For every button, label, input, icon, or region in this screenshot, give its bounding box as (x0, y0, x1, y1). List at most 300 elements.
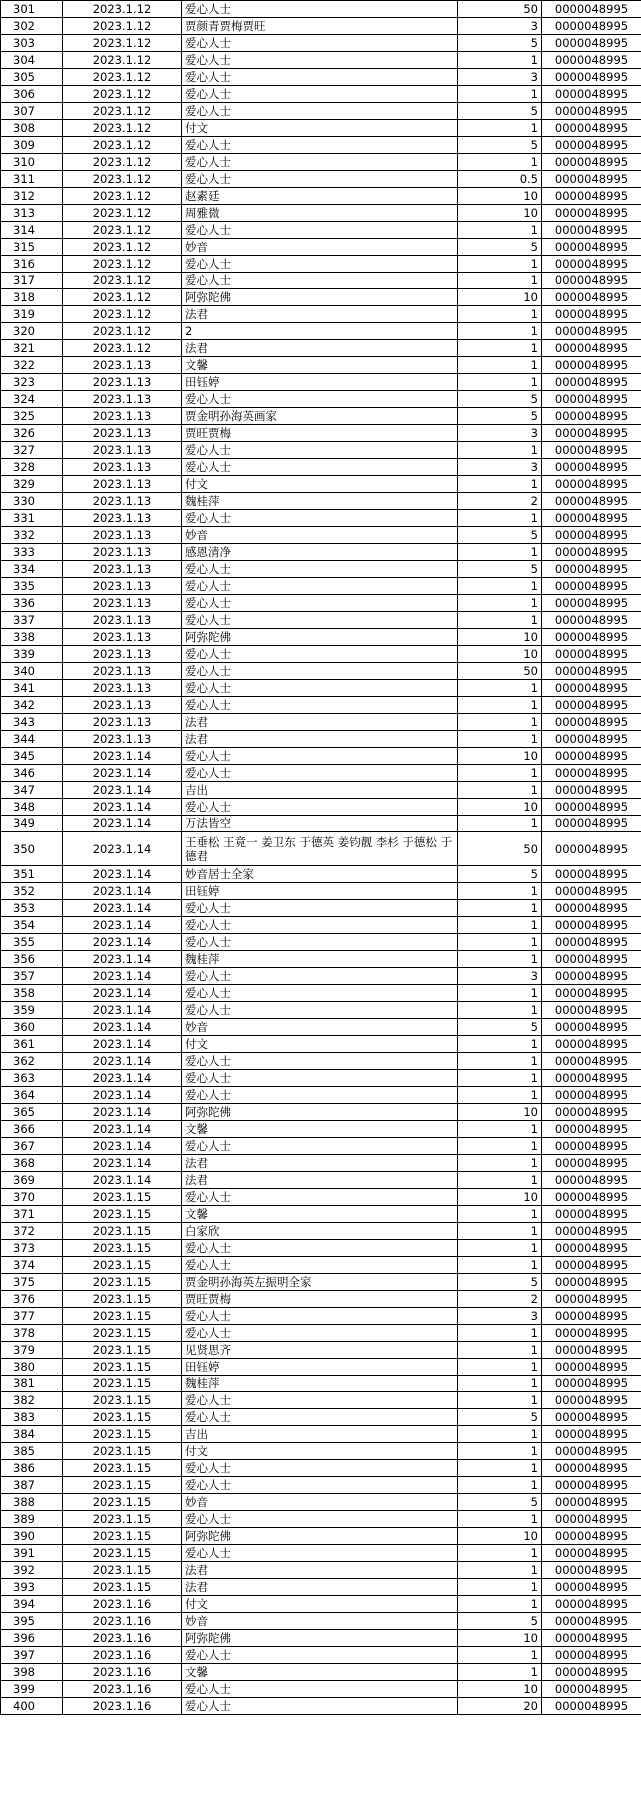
donor-name-cell: 爱心人士 (182, 1680, 458, 1697)
table-row (1, 1341, 641, 1358)
row-number-cell: 347 (1, 781, 63, 798)
table-row (1, 204, 641, 221)
row-number-cell: 393 (1, 1579, 63, 1596)
date-cell: 2023.1.14 (63, 1053, 182, 1070)
date-cell: 2023.1.13 (63, 544, 182, 561)
table-row (1, 696, 641, 713)
row-number-cell: 389 (1, 1511, 63, 1528)
date-cell: 2023.1.16 (63, 1697, 182, 1714)
donor-name-cell: 魏桂萍 (182, 951, 458, 968)
account-code-cell: 0000048995 (542, 985, 641, 1002)
account-code-cell: 0000048995 (542, 527, 641, 544)
row-number-cell: 318 (1, 289, 63, 306)
account-code-cell: 0000048995 (542, 747, 641, 764)
row-number-cell: 310 (1, 153, 63, 170)
account-code-cell: 0000048995 (542, 577, 641, 594)
table-row (1, 119, 641, 136)
donor-name-cell: 妙音 (182, 238, 458, 255)
row-number-cell: 305 (1, 68, 63, 85)
table-row (1, 1460, 641, 1477)
row-number-cell: 395 (1, 1613, 63, 1630)
table-row (1, 51, 641, 68)
date-cell: 2023.1.13 (63, 476, 182, 493)
table-row (1, 1019, 641, 1036)
amount-cell: 10 (458, 1528, 542, 1545)
account-code-cell: 0000048995 (542, 340, 641, 357)
account-code-cell: 0000048995 (542, 1239, 641, 1256)
donor-name-cell: 妙音 (182, 1613, 458, 1630)
account-code-cell: 0000048995 (542, 781, 641, 798)
row-number-cell: 365 (1, 1104, 63, 1121)
row-number-cell: 384 (1, 1426, 63, 1443)
donor-name-cell: 付文 (182, 1036, 458, 1053)
amount-cell: 5 (458, 1019, 542, 1036)
account-code-cell: 0000048995 (542, 1002, 641, 1019)
date-cell: 2023.1.14 (63, 934, 182, 951)
account-code-cell: 0000048995 (542, 187, 641, 204)
date-cell: 2023.1.12 (63, 102, 182, 119)
account-code-cell: 0000048995 (542, 611, 641, 628)
date-cell: 2023.1.16 (63, 1647, 182, 1664)
amount-cell: 1 (458, 544, 542, 561)
donor-name-cell: 爱心人士 (182, 1477, 458, 1494)
donor-name-cell: 爱心人士 (182, 510, 458, 527)
donor-name-cell: 贾颜青贾梅贾旺 (182, 17, 458, 34)
amount-cell: 1 (458, 255, 542, 272)
row-number-cell: 339 (1, 645, 63, 662)
amount-cell: 20 (458, 1697, 542, 1714)
date-cell: 2023.1.15 (63, 1528, 182, 1545)
donor-name-cell: 爱心人士 (182, 611, 458, 628)
row-number-cell: 319 (1, 306, 63, 323)
date-cell: 2023.1.12 (63, 119, 182, 136)
donor-name-cell: 爱心人士 (182, 662, 458, 679)
table-row (1, 1375, 641, 1392)
account-code-cell: 0000048995 (542, 1630, 641, 1647)
date-cell: 2023.1.12 (63, 68, 182, 85)
table-row (1, 1562, 641, 1579)
date-cell: 2023.1.13 (63, 408, 182, 425)
row-number-cell: 343 (1, 713, 63, 730)
account-code-cell: 0000048995 (542, 798, 641, 815)
account-code-cell: 0000048995 (542, 968, 641, 985)
date-cell: 2023.1.12 (63, 170, 182, 187)
amount-cell: 1 (458, 1477, 542, 1494)
table-row (1, 815, 641, 832)
amount-cell: 10 (458, 1630, 542, 1647)
donor-name-cell: 爱心人士 (182, 68, 458, 85)
donor-name-cell: 阿弥陀佛 (182, 1528, 458, 1545)
account-code-cell: 0000048995 (542, 628, 641, 645)
account-code-cell: 0000048995 (542, 17, 641, 34)
amount-cell: 1 (458, 730, 542, 747)
donor-name-cell: 爱心人士 (182, 1002, 458, 1019)
row-number-cell: 353 (1, 900, 63, 917)
donor-name-cell: 2 (182, 323, 458, 340)
account-code-cell: 0000048995 (542, 34, 641, 51)
donor-name-cell: 万法皆空 (182, 815, 458, 832)
donor-name-cell: 付文 (182, 476, 458, 493)
date-cell: 2023.1.12 (63, 289, 182, 306)
account-code-cell: 0000048995 (542, 323, 641, 340)
account-code-cell: 0000048995 (542, 1443, 641, 1460)
donor-name-cell: 爱心人士 (182, 391, 458, 408)
date-cell: 2023.1.15 (63, 1494, 182, 1511)
table-row (1, 1630, 641, 1647)
account-code-cell: 0000048995 (542, 476, 641, 493)
account-code-cell: 0000048995 (542, 764, 641, 781)
account-code-cell: 0000048995 (542, 1663, 641, 1680)
table-row (1, 323, 641, 340)
amount-cell: 1 (458, 1562, 542, 1579)
date-cell: 2023.1.13 (63, 442, 182, 459)
date-cell: 2023.1.13 (63, 594, 182, 611)
amount-cell: 1 (458, 679, 542, 696)
table-row (1, 900, 641, 917)
table-row (1, 951, 641, 968)
row-number-cell: 361 (1, 1036, 63, 1053)
amount-cell: 1 (458, 1443, 542, 1460)
date-cell: 2023.1.16 (63, 1663, 182, 1680)
account-code-cell: 0000048995 (542, 1409, 641, 1426)
donor-name-cell: 爱心人士 (182, 1, 458, 18)
donor-name-cell: 爱心人士 (182, 594, 458, 611)
row-number-cell: 314 (1, 221, 63, 238)
donation-table-body (1, 1, 641, 1715)
amount-cell: 5 (458, 1409, 542, 1426)
amount-cell: 1 (458, 1171, 542, 1188)
donor-name-cell: 爱心人士 (182, 1239, 458, 1256)
amount-cell: 1 (458, 985, 542, 1002)
amount-cell: 1 (458, 1222, 542, 1239)
row-number-cell: 325 (1, 408, 63, 425)
table-row (1, 459, 641, 476)
row-number-cell: 301 (1, 1, 63, 18)
date-cell: 2023.1.13 (63, 391, 182, 408)
table-row (1, 1307, 641, 1324)
table-row (1, 153, 641, 170)
donor-name-cell: 爱心人士 (182, 272, 458, 289)
amount-cell: 1 (458, 340, 542, 357)
date-cell: 2023.1.12 (63, 340, 182, 357)
table-row (1, 679, 641, 696)
amount-cell: 1 (458, 1120, 542, 1137)
table-row (1, 781, 641, 798)
date-cell: 2023.1.16 (63, 1680, 182, 1697)
donor-name-cell: 爱心人士 (182, 577, 458, 594)
row-number-cell: 323 (1, 374, 63, 391)
date-cell: 2023.1.15 (63, 1290, 182, 1307)
date-cell: 2023.1.15 (63, 1443, 182, 1460)
date-cell: 2023.1.12 (63, 51, 182, 68)
table-row (1, 1613, 641, 1630)
row-number-cell: 380 (1, 1358, 63, 1375)
donor-name-cell: 爱心人士 (182, 560, 458, 577)
amount-cell: 1 (458, 51, 542, 68)
amount-cell: 5 (458, 102, 542, 119)
account-code-cell: 0000048995 (542, 934, 641, 951)
amount-cell: 1 (458, 1036, 542, 1053)
table-row (1, 1528, 641, 1545)
amount-cell: 1 (458, 1647, 542, 1664)
row-number-cell: 359 (1, 1002, 63, 1019)
amount-cell: 10 (458, 645, 542, 662)
table-row (1, 238, 641, 255)
amount-cell: 3 (458, 425, 542, 442)
table-row (1, 1222, 641, 1239)
donor-name-cell: 阿弥陀佛 (182, 1630, 458, 1647)
account-code-cell: 0000048995 (542, 51, 641, 68)
donor-name-cell: 爱心人士 (182, 917, 458, 934)
account-code-cell: 0000048995 (542, 255, 641, 272)
row-number-cell: 341 (1, 679, 63, 696)
donor-name-cell: 妙音居士全家 (182, 866, 458, 883)
row-number-cell: 326 (1, 425, 63, 442)
date-cell: 2023.1.12 (63, 34, 182, 51)
amount-cell: 1 (458, 611, 542, 628)
amount-cell: 1 (458, 1239, 542, 1256)
account-code-cell: 0000048995 (542, 645, 641, 662)
amount-cell: 10 (458, 798, 542, 815)
amount-cell: 1 (458, 357, 542, 374)
table-row (1, 85, 641, 102)
account-code-cell: 0000048995 (542, 1137, 641, 1154)
table-row (1, 102, 641, 119)
table-row (1, 1680, 641, 1697)
donor-name-cell: 王垂松 王竟一 姜卫东 于德英 姜钧靓 李杉 于德松 于德君 (182, 832, 458, 866)
donor-name-cell: 爱心人士 (182, 900, 458, 917)
date-cell: 2023.1.13 (63, 679, 182, 696)
donor-name-cell: 爱心人士 (182, 459, 458, 476)
donor-name-cell: 文馨 (182, 1120, 458, 1137)
table-row (1, 272, 641, 289)
row-number-cell: 385 (1, 1443, 63, 1460)
account-code-cell: 0000048995 (542, 1070, 641, 1087)
table-row (1, 662, 641, 679)
row-number-cell: 348 (1, 798, 63, 815)
account-code-cell: 0000048995 (542, 1341, 641, 1358)
amount-cell: 1 (458, 1137, 542, 1154)
account-code-cell: 0000048995 (542, 493, 641, 510)
row-number-cell: 398 (1, 1663, 63, 1680)
table-row (1, 340, 641, 357)
amount-cell: 1 (458, 594, 542, 611)
date-cell: 2023.1.15 (63, 1409, 182, 1426)
row-number-cell: 373 (1, 1239, 63, 1256)
account-code-cell: 0000048995 (542, 1307, 641, 1324)
row-number-cell: 350 (1, 832, 63, 866)
amount-cell: 1 (458, 1324, 542, 1341)
date-cell: 2023.1.15 (63, 1188, 182, 1205)
row-number-cell: 383 (1, 1409, 63, 1426)
date-cell: 2023.1.15 (63, 1511, 182, 1528)
donor-name-cell: 爱心人士 (182, 934, 458, 951)
amount-cell: 1 (458, 272, 542, 289)
donor-name-cell: 田钰婷 (182, 1358, 458, 1375)
table-row (1, 628, 641, 645)
account-code-cell: 0000048995 (542, 696, 641, 713)
date-cell: 2023.1.12 (63, 204, 182, 221)
table-row (1, 255, 641, 272)
account-code-cell: 0000048995 (542, 662, 641, 679)
table-row (1, 1273, 641, 1290)
account-code-cell: 0000048995 (542, 1426, 641, 1443)
row-number-cell: 368 (1, 1154, 63, 1171)
amount-cell: 5 (458, 238, 542, 255)
donor-name-cell: 爱心人士 (182, 34, 458, 51)
amount-cell: 1 (458, 1070, 542, 1087)
donor-name-cell: 爱心人士 (182, 1324, 458, 1341)
amount-cell: 3 (458, 68, 542, 85)
row-number-cell: 313 (1, 204, 63, 221)
date-cell: 2023.1.14 (63, 781, 182, 798)
row-number-cell: 374 (1, 1256, 63, 1273)
date-cell: 2023.1.13 (63, 510, 182, 527)
account-code-cell: 0000048995 (542, 1154, 641, 1171)
table-row (1, 289, 641, 306)
date-cell: 2023.1.14 (63, 985, 182, 1002)
donor-name-cell: 田钰婷 (182, 374, 458, 391)
donor-name-cell: 法君 (182, 1154, 458, 1171)
amount-cell: 1 (458, 1392, 542, 1409)
date-cell: 2023.1.15 (63, 1307, 182, 1324)
amount-cell: 3 (458, 1307, 542, 1324)
amount-cell: 50 (458, 832, 542, 866)
table-row (1, 1087, 641, 1104)
amount-cell: 5 (458, 136, 542, 153)
date-cell: 2023.1.15 (63, 1545, 182, 1562)
amount-cell: 1 (458, 1154, 542, 1171)
row-number-cell: 308 (1, 119, 63, 136)
row-number-cell: 331 (1, 510, 63, 527)
account-code-cell: 0000048995 (542, 510, 641, 527)
donor-name-cell: 爱心人士 (182, 51, 458, 68)
donor-name-cell: 爱心人士 (182, 153, 458, 170)
date-cell: 2023.1.13 (63, 493, 182, 510)
date-cell: 2023.1.12 (63, 85, 182, 102)
table-row (1, 527, 641, 544)
donor-name-cell: 法君 (182, 306, 458, 323)
account-code-cell: 0000048995 (542, 374, 641, 391)
date-cell: 2023.1.13 (63, 713, 182, 730)
donor-name-cell: 贾金明孙海英左振明全家 (182, 1273, 458, 1290)
account-code-cell: 0000048995 (542, 1375, 641, 1392)
date-cell: 2023.1.15 (63, 1222, 182, 1239)
row-number-cell: 356 (1, 951, 63, 968)
table-row (1, 1426, 641, 1443)
donor-name-cell: 阿弥陀佛 (182, 289, 458, 306)
account-code-cell: 0000048995 (542, 1120, 641, 1137)
amount-cell: 1 (458, 510, 542, 527)
row-number-cell: 379 (1, 1341, 63, 1358)
donor-name-cell: 爱心人士 (182, 679, 458, 696)
date-cell: 2023.1.13 (63, 560, 182, 577)
account-code-cell: 0000048995 (542, 866, 641, 883)
date-cell: 2023.1.14 (63, 1104, 182, 1121)
amount-cell: 5 (458, 527, 542, 544)
date-cell: 2023.1.14 (63, 1036, 182, 1053)
donor-name-cell: 妙音 (182, 527, 458, 544)
row-number-cell: 311 (1, 170, 63, 187)
date-cell: 2023.1.12 (63, 323, 182, 340)
row-number-cell: 336 (1, 594, 63, 611)
table-row (1, 187, 641, 204)
date-cell: 2023.1.12 (63, 306, 182, 323)
date-cell: 2023.1.12 (63, 136, 182, 153)
table-row (1, 1596, 641, 1613)
account-code-cell: 0000048995 (542, 272, 641, 289)
table-row (1, 985, 641, 1002)
account-code-cell: 0000048995 (542, 1579, 641, 1596)
table-row (1, 1, 641, 18)
table-row (1, 510, 641, 527)
amount-cell: 1 (458, 85, 542, 102)
date-cell: 2023.1.15 (63, 1205, 182, 1222)
account-code-cell: 0000048995 (542, 1358, 641, 1375)
account-code-cell: 0000048995 (542, 442, 641, 459)
amount-cell: 1 (458, 815, 542, 832)
date-cell: 2023.1.12 (63, 1, 182, 18)
date-cell: 2023.1.12 (63, 255, 182, 272)
row-number-cell: 307 (1, 102, 63, 119)
donor-name-cell: 爱心人士 (182, 985, 458, 1002)
date-cell: 2023.1.14 (63, 798, 182, 815)
account-code-cell: 0000048995 (542, 1053, 641, 1070)
donor-name-cell: 法君 (182, 1562, 458, 1579)
amount-cell: 10 (458, 628, 542, 645)
date-cell: 2023.1.16 (63, 1613, 182, 1630)
table-row (1, 306, 641, 323)
donor-name-cell: 法君 (182, 1171, 458, 1188)
row-number-cell: 386 (1, 1460, 63, 1477)
table-row (1, 798, 641, 815)
row-number-cell: 338 (1, 628, 63, 645)
date-cell: 2023.1.15 (63, 1477, 182, 1494)
table-row (1, 17, 641, 34)
row-number-cell: 324 (1, 391, 63, 408)
amount-cell: 1 (458, 306, 542, 323)
row-number-cell: 328 (1, 459, 63, 476)
donor-name-cell: 爱心人士 (182, 1545, 458, 1562)
account-code-cell: 0000048995 (542, 594, 641, 611)
amount-cell: 1 (458, 374, 542, 391)
donor-name-cell: 爱心人士 (182, 696, 458, 713)
table-row (1, 68, 641, 85)
date-cell: 2023.1.15 (63, 1562, 182, 1579)
donor-name-cell: 爱心人士 (182, 1070, 458, 1087)
row-number-cell: 334 (1, 560, 63, 577)
account-code-cell: 0000048995 (542, 170, 641, 187)
table-row (1, 1477, 641, 1494)
table-row (1, 611, 641, 628)
donor-name-cell: 妙音 (182, 1019, 458, 1036)
account-code-cell: 0000048995 (542, 221, 641, 238)
amount-cell: 2 (458, 1290, 542, 1307)
donor-name-cell: 吉出 (182, 781, 458, 798)
account-code-cell: 0000048995 (542, 679, 641, 696)
donor-name-cell: 爱心人士 (182, 1087, 458, 1104)
row-number-cell: 345 (1, 747, 63, 764)
account-code-cell: 0000048995 (542, 1596, 641, 1613)
amount-cell: 5 (458, 1613, 542, 1630)
row-number-cell: 388 (1, 1494, 63, 1511)
account-code-cell: 0000048995 (542, 713, 641, 730)
date-cell: 2023.1.14 (63, 917, 182, 934)
amount-cell: 5 (458, 1273, 542, 1290)
donor-name-cell: 见贤思齐 (182, 1341, 458, 1358)
row-number-cell: 358 (1, 985, 63, 1002)
amount-cell: 3 (458, 17, 542, 34)
